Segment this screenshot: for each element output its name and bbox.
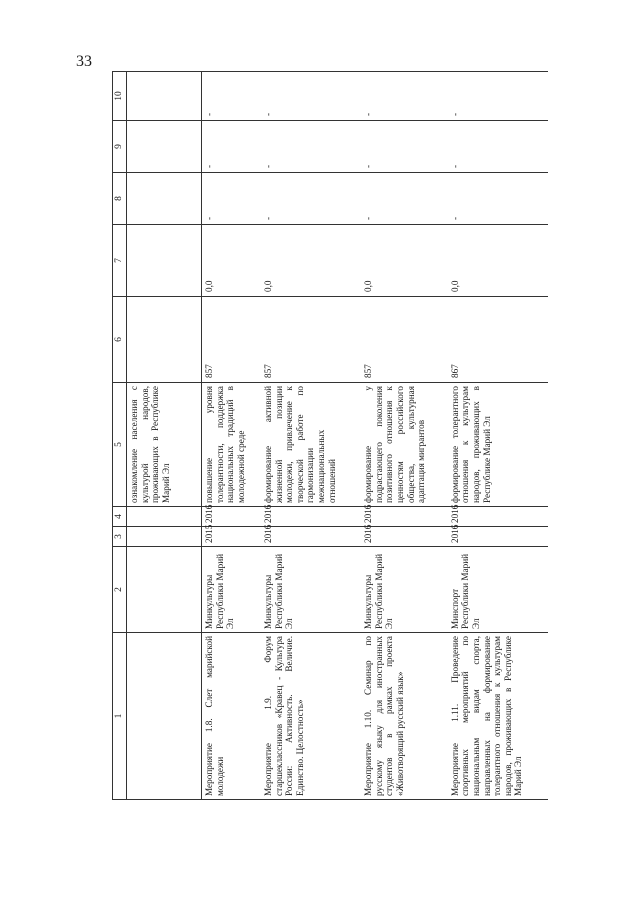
- end-year-cell: 2016: [261, 507, 361, 527]
- amount-cell: [127, 225, 202, 297]
- col-header: 6: [113, 297, 127, 383]
- table-row: [202, 72, 262, 800]
- code-cell: 857: [361, 297, 447, 383]
- value-cell: [127, 72, 202, 121]
- col-header: 4: [113, 507, 127, 527]
- value-cell: -: [448, 173, 548, 225]
- value-cell: -: [361, 173, 447, 225]
- table-row: [361, 72, 447, 800]
- code-cell: 867: [448, 297, 548, 383]
- value-cell: -: [202, 173, 262, 225]
- code-cell: 857: [202, 297, 262, 383]
- table-row: [261, 72, 361, 800]
- executor-cell: Минкультуры Республики Марий Эл: [261, 547, 361, 633]
- value-cell: -: [202, 121, 262, 173]
- executor-cell: [127, 547, 202, 633]
- result-cell: формирование толерантного отношения к культурам народов, проживающих в Республике Марий Эл: [448, 383, 548, 507]
- end-year-cell: 2016: [202, 507, 262, 527]
- col-header: 3: [113, 527, 127, 547]
- result-cell: формирование у подрастающего поколения позитивного отношения к ценностям российского общества, культурная адаптация мигрантов: [361, 383, 447, 507]
- value-cell: [127, 173, 202, 225]
- activity-cell: Мероприятие 1.9. Форум старшеклассников «Кравец - Культура России: Активность. Величие. Единство. Целостность»: [261, 633, 361, 800]
- result-cell: ознакомление населения с культурой народов, проживающих в Республике Марий Эл: [127, 383, 202, 507]
- col-header: 1: [113, 633, 127, 800]
- col-header: 7: [113, 225, 127, 297]
- value-cell: -: [448, 121, 548, 173]
- start-year-cell: 2016: [448, 527, 548, 547]
- value-cell: -: [448, 72, 548, 121]
- page-number: 33: [76, 53, 92, 70]
- code-cell: [127, 297, 202, 383]
- value-cell: -: [261, 121, 361, 173]
- amount-cell: 0,0: [202, 225, 262, 297]
- col-header: 9: [113, 121, 127, 173]
- value-cell: -: [361, 121, 447, 173]
- start-year-cell: [127, 527, 202, 547]
- activity-cell: Мероприятие 1.10. Семинар по русскому языку для иностранных студентов в рамках проекта «Животворящий русский язык»: [361, 633, 447, 800]
- rotated-table-wrapper: [112, 72, 548, 800]
- value-cell: -: [261, 173, 361, 225]
- col-header: 10: [113, 72, 127, 121]
- col-header: 8: [113, 173, 127, 225]
- table-row: [127, 72, 202, 800]
- end-year-cell: [127, 507, 202, 527]
- value-cell: [127, 121, 202, 173]
- result-cell: повышение уровня толерантности, поддержка национальных традиций в молодежной среде: [202, 383, 262, 507]
- program-activities-table: [112, 71, 548, 800]
- amount-cell: 0,0: [448, 225, 548, 297]
- value-cell: -: [361, 72, 447, 121]
- column-number-header: [113, 72, 127, 800]
- start-year-cell: 2016: [361, 527, 447, 547]
- activity-cell: [127, 633, 202, 800]
- end-year-cell: 2016: [448, 507, 548, 527]
- executor-cell: Минкультуры Республики Марий Эл: [202, 547, 262, 633]
- result-cell: формирование активной жизненной позиции молодежи, привлечение к творческой работе по гармонизации межнациональных отношений: [261, 383, 361, 507]
- amount-cell: 0,0: [261, 225, 361, 297]
- activity-cell: Мероприятие 1.11. Проведение спортивных мероприятий по национальным видам спорта, направленных на формирование толерантного отношения к культурам народов, проживающих в Республике Марий Эл: [448, 633, 548, 800]
- start-year-cell: 2016: [261, 527, 361, 547]
- col-header: 2: [113, 547, 127, 633]
- amount-cell: 0,0: [361, 225, 447, 297]
- value-cell: -: [202, 72, 262, 121]
- executor-cell: Минспорт Республики Марий Эл: [448, 547, 548, 633]
- table-row: [448, 72, 548, 800]
- end-year-cell: 2016: [361, 507, 447, 527]
- activity-cell: Мероприятие 1.8. Слет марийской молодежи: [202, 633, 262, 800]
- executor-cell: Минкультуры Республики Марий Эл: [361, 547, 447, 633]
- col-header: 5: [113, 383, 127, 507]
- start-year-cell: 2015: [202, 527, 262, 547]
- value-cell: -: [261, 72, 361, 121]
- code-cell: 857: [261, 297, 361, 383]
